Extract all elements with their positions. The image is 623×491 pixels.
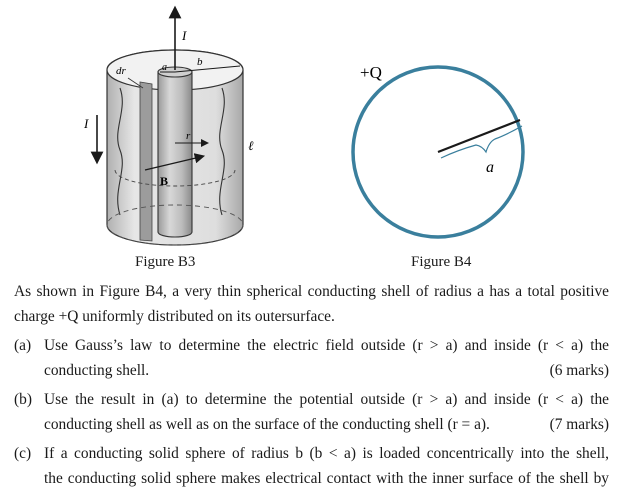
question-a-label: (a) xyxy=(14,337,32,354)
figure-b4-caption: Figure B4 xyxy=(411,254,472,270)
label-radius-a: a xyxy=(486,159,494,176)
current-strip xyxy=(140,82,152,241)
question-c-line-1: If a conducting solid sphere of radius b (b < a) is loaded concentrically into the shell, xyxy=(44,445,609,462)
question-b-marks: (7 marks) xyxy=(549,416,609,433)
question-a-marks: (6 marks) xyxy=(549,362,609,379)
question-a-line-1: Use Gauss’s law to determine the electric field outside (r > a) and inside (r < a) the xyxy=(44,337,609,354)
label-ell: ℓ xyxy=(248,138,254,153)
label-charge: +Q xyxy=(360,63,382,82)
question-b-line-1: Use the result in (a) to determine the potential outside (r > a) and inside (r < a) the xyxy=(44,391,609,408)
label-i-top: I xyxy=(182,28,187,43)
label-a-b3: a xyxy=(162,62,167,73)
figure-b3 xyxy=(83,12,254,245)
label-b-field: B xyxy=(160,174,169,188)
question-c-line-2: the conducting solid sphere makes electrical contact with the inner surface of the shell by xyxy=(44,470,609,487)
label-r: r xyxy=(186,130,191,142)
question-b xyxy=(14,387,609,412)
figure-b3-caption: Figure B3 xyxy=(135,254,196,270)
radius-line-b4 xyxy=(438,120,520,152)
question-a-line-2: conducting shell. xyxy=(44,362,150,379)
question-b-line-2: conducting shell as well as on the surface of the conducting shell (r = a). xyxy=(44,416,490,433)
question-c-label: (c) xyxy=(14,445,32,462)
radius-brace xyxy=(441,126,522,158)
label-b-b3: b xyxy=(197,56,203,68)
label-i-left: I xyxy=(84,116,89,131)
problem-text xyxy=(14,279,609,491)
figure-b4 xyxy=(353,63,523,237)
intro-line-1: As shown in Figure B4, a very thin spherical conducting shell of radius a has a total positive xyxy=(14,283,609,300)
question-a xyxy=(14,333,609,358)
question-c xyxy=(14,441,609,466)
inner-conductor xyxy=(158,72,192,237)
label-dr: dr xyxy=(116,65,126,77)
question-b-label: (b) xyxy=(14,391,32,408)
intro-line-2: charge +Q uniformly distributed on its outersurface. xyxy=(14,308,335,325)
